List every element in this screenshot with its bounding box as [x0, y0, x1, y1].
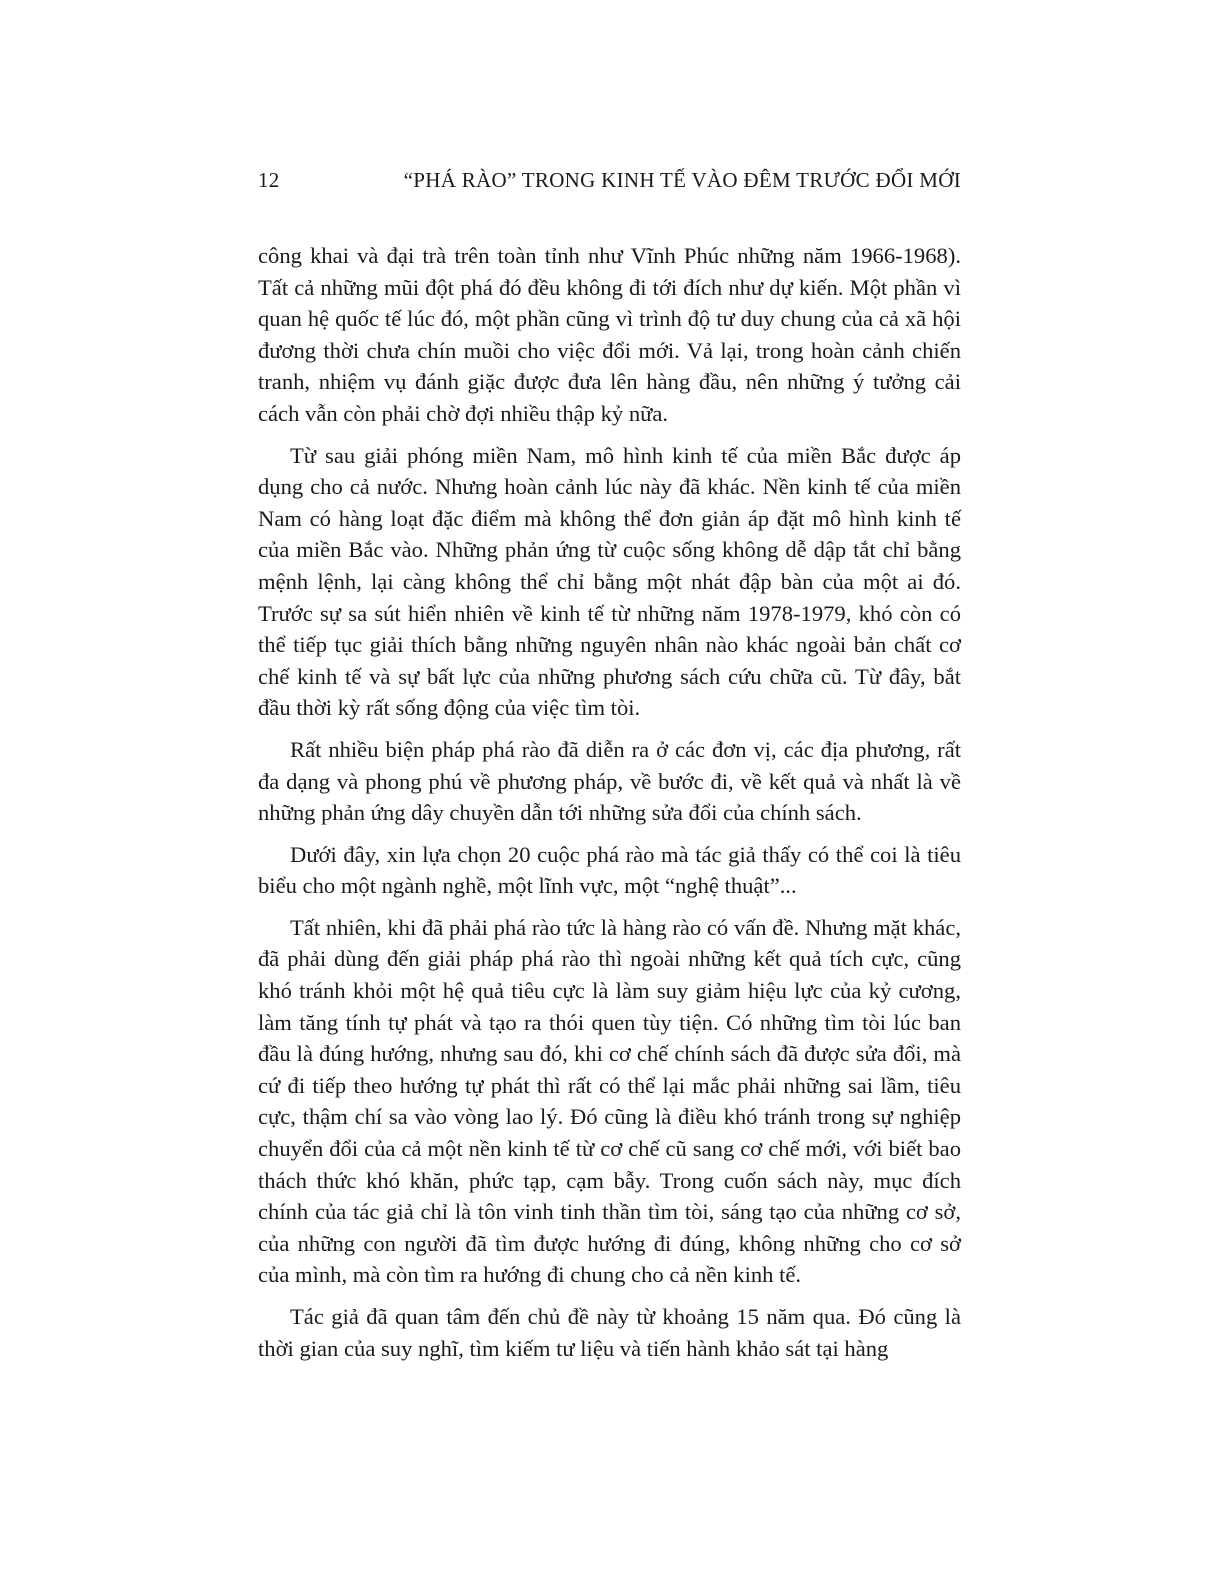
paragraph: Dưới đây, xin lựa chọn 20 cuộc phá rào mà tác giả thấy có thể coi là tiêu biểu cho một ngành nghề, một lĩnh vực, một “nghệ thuật”... [258, 841, 961, 899]
body-text [258, 240, 961, 1364]
paragraph: Rất nhiều biện pháp phá rào đã diễn ra ở các đơn vị, các địa phương, rất đa dạng và phong phú về phương pháp, về bước đi, về kết quả và nhất là về những phản ứng dây chuyền dẫn tới những sửa đổi của chính sách. [258, 736, 961, 826]
paragraph: Tất nhiên, khi đã phải phá rào tức là hàng rào có vấn đề. Nhưng mặt khác, đã phải dùng đến giải pháp phá rào thì ngoài những kết quả tích cực, cũng khó tránh khỏi một hệ quả tiêu cực là làm suy giảm hiệu lực của kỷ cương, làm tăng tính tự phát và tạo ra thói quen tùy tiện. Có những tìm tòi lúc ban đầu là đúng hướng, nhưng sau đó, khi cơ chế chính sách đã được sửa đổi, mà cứ đi tiếp theo hướng tự phát thì rất có thể lại mắc phải những sai lầm, tiêu cực, thậm chí sa vào vòng lao lý. Đó cũng là điều khó tránh trong sự nghiệp chuyển đổi của cả một nền kinh tế từ cơ chế cũ sang cơ chế mới, với biết bao thách thức khó khăn, phức tạp, cạm bẫy. Trong cuốn sách này, mục đích chính của tác giả chỉ là tôn vinh tinh thần tìm tòi, sáng tạo của những cơ sở, của những con người đã tìm được hướng đi đúng, không những cho cơ sở của mình, mà còn tìm ra hướng đi chung cho cả nền kinh tế. [258, 914, 961, 1288]
running-title: “PHÁ RÀO” TRONG KINH TẾ VÀO ĐÊM TRƯỚC ĐỔI MỚI [403, 168, 961, 192]
running-header [258, 168, 961, 202]
paragraph: Từ sau giải phóng miền Nam, mô hình kinh tế của miền Bắc được áp dụng cho cả nước. Nhưng hoàn cảnh lúc này đã khác. Nền kinh tế của miền Nam có hàng loạt đặc điểm mà không thể đơn giản áp đặt mô hình kinh tế của miền Bắc vào. Những phản ứng từ cuộc sống không dễ dập tắt chỉ bằng mệnh lệnh, lại càng không thể chỉ bằng một nhát đập bàn của một ai đó. Trước sự sa sút hiển nhiên về kinh tế từ những năm 1978-1979, khó còn có thể tiếp tục giải thích bằng những nguyên nhân nào khác ngoài bản chất cơ chế kinh tế và sự bất lực của những phương sách cứu chữa cũ. Từ đây, bắt đầu thời kỳ rất sống động của việc tìm tòi. [258, 442, 961, 721]
paragraph-continued: công khai và đại trà trên toàn tỉnh như Vĩnh Phúc những năm 1966-1968). Tất cả những mũi đột phá đó đều không đi tới đích như dự kiến. Một phần vì quan hệ quốc tế lúc đó, một phần cũng vì trình độ tư duy chung của cả xã hội đương thời chưa chín muồi cho việc đổi mới. Vả lại, trong hoàn cảnh chiến tranh, nhiệm vụ đánh giặc được đưa lên hàng đầu, nên những ý tưởng cải cách vẫn còn phải chờ đợi nhiều thập kỷ nữa. [258, 243, 961, 426]
paragraph: Tác giả đã quan tâm đến chủ đề này từ khoảng 15 năm qua. Đó cũng là thời gian của suy nghĩ, tìm kiếm tư liệu và tiến hành khảo sát tại hàng [258, 1304, 961, 1361]
page-number: 12 [258, 168, 280, 192]
book-page [258, 168, 961, 1374]
